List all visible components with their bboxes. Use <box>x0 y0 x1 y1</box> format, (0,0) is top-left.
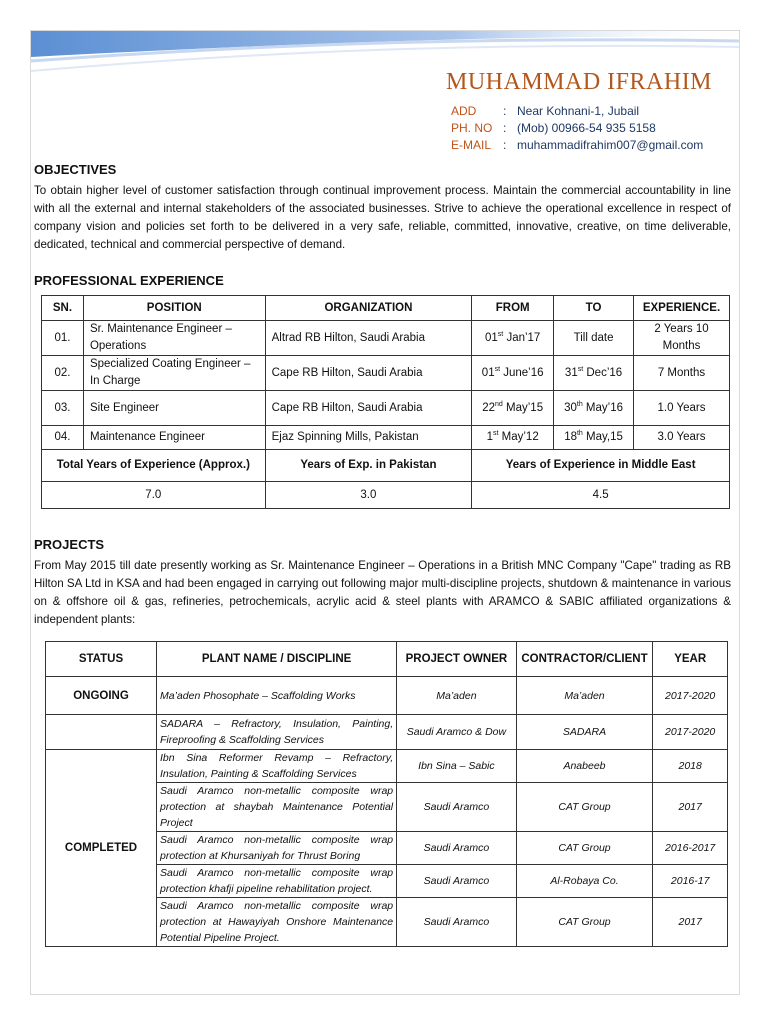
date-text: 30 <box>564 401 577 414</box>
projects-text: From May 2015 till date presently working as Sr. Maintenance Engineer – Operations in a British MNC Company "Cape" trading as RB Hilton SA Ltd in KSA and had been engaged in carrying out following major multi-discipline projects, shutdown & maintenance in various on & offshore oil & gas, refineries, petrochemicals, acrylic acid & steel plants with ARAMCO & SABIC affiliated organizations & independent plants: <box>34 559 731 626</box>
column-header: SN. <box>42 296 84 321</box>
summary-header: Years of Experience in Middle East <box>472 450 730 482</box>
year-cell: 2017-2020 <box>653 677 728 715</box>
table-row <box>46 677 728 715</box>
table-row <box>42 321 730 356</box>
date-suffix: nd <box>495 400 503 408</box>
column-header: STATUS <box>46 642 157 677</box>
from-cell <box>472 391 554 426</box>
date-text: 31 <box>564 366 578 379</box>
table-row <box>42 426 730 450</box>
table-header-row <box>46 642 728 677</box>
date-suffix: st <box>497 330 504 338</box>
position-cell: Specialized Coating Engineer – In Charge <box>83 356 265 391</box>
table-row <box>42 391 730 426</box>
owner-cell: Saudi Aramco <box>397 898 517 947</box>
plant-cell: Ibn Sina Reformer Revamp – Refractory, Insulation, Painting & Scaffolding Services <box>157 750 397 783</box>
from-cell <box>472 321 554 356</box>
year-cell: 2016-17 <box>653 865 728 898</box>
to-cell <box>554 426 634 450</box>
date-text: 1 <box>486 431 493 443</box>
to-cell <box>554 356 634 391</box>
contractor-cell: Al-Robaya Co. <box>516 865 653 898</box>
sn-cell: 04. <box>42 426 84 450</box>
column-header: CONTRACTOR/CLIENT <box>516 642 653 677</box>
date-text: May’12 <box>498 431 539 443</box>
summary-header: Years of Exp. in Pakistan <box>265 450 472 482</box>
projects-table <box>45 641 728 947</box>
contact-value: (Mob) 00966-54 935 5158 <box>517 121 656 135</box>
owner-cell: Saudi Aramco & Dow <box>397 715 517 750</box>
summary-value: 4.5 <box>472 482 730 509</box>
sn-cell: 03. <box>42 391 84 426</box>
column-header: ORGANIZATION <box>265 296 472 321</box>
year-cell: 2016-2017 <box>653 832 728 865</box>
resume-page <box>30 30 740 995</box>
date-text: Till date <box>573 331 614 344</box>
summary-header: Total Years of Experience (Approx.) <box>42 450 266 482</box>
summary-value: 7.0 <box>42 482 266 509</box>
date-text: May’15 <box>502 401 544 414</box>
experience-cell: 7 Months <box>633 356 729 391</box>
column-header: PROJECT OWNER <box>397 642 517 677</box>
date-suffix: th <box>576 430 583 438</box>
date-text: Dec’16 <box>583 366 623 379</box>
date-suffix: st <box>493 430 499 438</box>
position-cell: Site Engineer <box>83 391 265 426</box>
status-ongoing: ONGOING <box>46 677 157 715</box>
contact-label: E-MAIL <box>451 138 492 152</box>
date-text: June’16 <box>500 366 544 379</box>
organization-cell: Ejaz Spinning Mills, Pakistan <box>265 426 472 450</box>
owner-cell: Saudi Aramco <box>397 783 517 832</box>
position-cell: Sr. Maintenance Engineer – Operations <box>83 321 265 356</box>
from-cell <box>472 426 554 450</box>
to-cell <box>554 391 634 426</box>
contractor-cell: CAT Group <box>516 783 653 832</box>
summary-value: 3.0 <box>265 482 472 509</box>
table-row <box>46 715 728 750</box>
plant-cell: Saudi Aramco non-metallic composite wrap protection at Hawayiyah Onshore Maintenance Potential Pipeline Project. <box>157 898 397 947</box>
date-text: May,15 <box>582 431 623 443</box>
date-text: May’16 <box>582 401 623 414</box>
organization-cell: Cape RB Hilton, Saudi Arabia <box>265 356 472 391</box>
summary-value-row <box>42 482 730 509</box>
column-header: PLANT NAME / DISCIPLINE <box>157 642 397 677</box>
objectives-heading: OBJECTIVES <box>34 162 117 177</box>
year-cell: 2017 <box>653 783 728 832</box>
experience-cell: 2 Years 10 Months <box>633 321 729 356</box>
owner-cell: Saudi Aramco <box>397 832 517 865</box>
table-header-row <box>42 296 730 321</box>
contact-value: Near Kohnani-1, Jubail <box>517 104 640 118</box>
projects-heading: PROJECTS <box>34 537 105 552</box>
date-text: 01 <box>481 366 495 379</box>
position-cell: Maintenance Engineer <box>83 426 265 450</box>
plant-cell: SADARA – Refractory, Insulation, Painting, Fireproofing & Scaffolding Services <box>157 715 397 750</box>
column-header: EXPERIENCE. <box>633 296 729 321</box>
contractor-cell: Anabeeb <box>516 750 653 783</box>
date-text: Jan’17 <box>503 331 541 344</box>
summary-header-row <box>42 450 730 482</box>
contact-email <box>451 137 703 154</box>
plant-cell: Ma’aden Phosophate – Scaffolding Works <box>157 677 397 715</box>
objectives-text: To obtain higher level of customer satisfaction through continual improvement process. Maintain the commercial accountability in line with all the external and internal stakeholders of the associated businesses. Strive to achieve the operational excellence in respect of company vision and policies set forth to be delivered in a very safe, reliable, committed, innovative, creative, on time deliverable, dedicated, technical and commercial perspective of demand. <box>34 184 731 251</box>
owner-cell: Ma’aden <box>397 677 517 715</box>
year-cell: 2017 <box>653 898 728 947</box>
sn-cell: 01. <box>42 321 84 356</box>
sn-cell: 02. <box>42 356 84 391</box>
column-header: YEAR <box>653 642 728 677</box>
column-header: FROM <box>472 296 554 321</box>
contact-info <box>451 103 703 154</box>
contact-separator: : <box>503 104 507 118</box>
year-cell: 2017-2020 <box>653 715 728 750</box>
date-text: 01 <box>485 331 498 344</box>
experience-cell: 3.0 Years <box>633 426 729 450</box>
contact-address <box>451 103 703 120</box>
contractor-cell: Ma’aden <box>516 677 653 715</box>
plant-cell: Saudi Aramco non-metallic composite wrap protection at shaybah Maintenance Potential Project <box>157 783 397 832</box>
table-row <box>46 750 728 783</box>
candidate-name: MUHAMMAD IFRAHIM <box>446 69 713 95</box>
experience-cell: 1.0 Years <box>633 391 729 426</box>
contact-value[interactable]: muhammadifrahim007@gmail.com <box>517 138 704 152</box>
status-completed: COMPLETED <box>46 750 157 947</box>
plant-cell: Saudi Aramco non-metallic composite wrap protection khafji pipeline rehabilitation project. <box>157 865 397 898</box>
organization-cell: Cape RB Hilton, Saudi Arabia <box>265 391 472 426</box>
date-suffix: st <box>577 365 584 373</box>
owner-cell: Saudi Aramco <box>397 865 517 898</box>
column-header: TO <box>554 296 634 321</box>
contact-label: PH. NO <box>451 121 493 135</box>
date-suffix: st <box>494 365 501 373</box>
table-row <box>42 356 730 391</box>
year-cell: 2018 <box>653 750 728 783</box>
contact-separator: : <box>503 121 507 135</box>
contractor-cell: CAT Group <box>516 832 653 865</box>
date-text: 18 <box>564 431 577 443</box>
plant-cell: Saudi Aramco non-metallic composite wrap protection at Khursaniyah for Thrust Boring <box>157 832 397 865</box>
status-empty <box>46 715 157 750</box>
contact-separator: : <box>503 138 507 152</box>
contractor-cell: SADARA <box>516 715 653 750</box>
contact-phone <box>451 120 703 137</box>
date-text: 22 <box>482 401 496 414</box>
date-suffix: th <box>576 400 583 408</box>
column-header: POSITION <box>83 296 265 321</box>
contact-label: ADD <box>451 104 477 118</box>
to-cell <box>554 321 634 356</box>
experience-table <box>41 295 730 509</box>
contractor-cell: CAT Group <box>516 898 653 947</box>
organization-cell: Altrad RB Hilton, Saudi Arabia <box>265 321 472 356</box>
owner-cell: Ibn Sina – Sabic <box>397 750 517 783</box>
experience-heading: PROFESSIONAL EXPERIENCE <box>34 273 224 288</box>
from-cell <box>472 356 554 391</box>
